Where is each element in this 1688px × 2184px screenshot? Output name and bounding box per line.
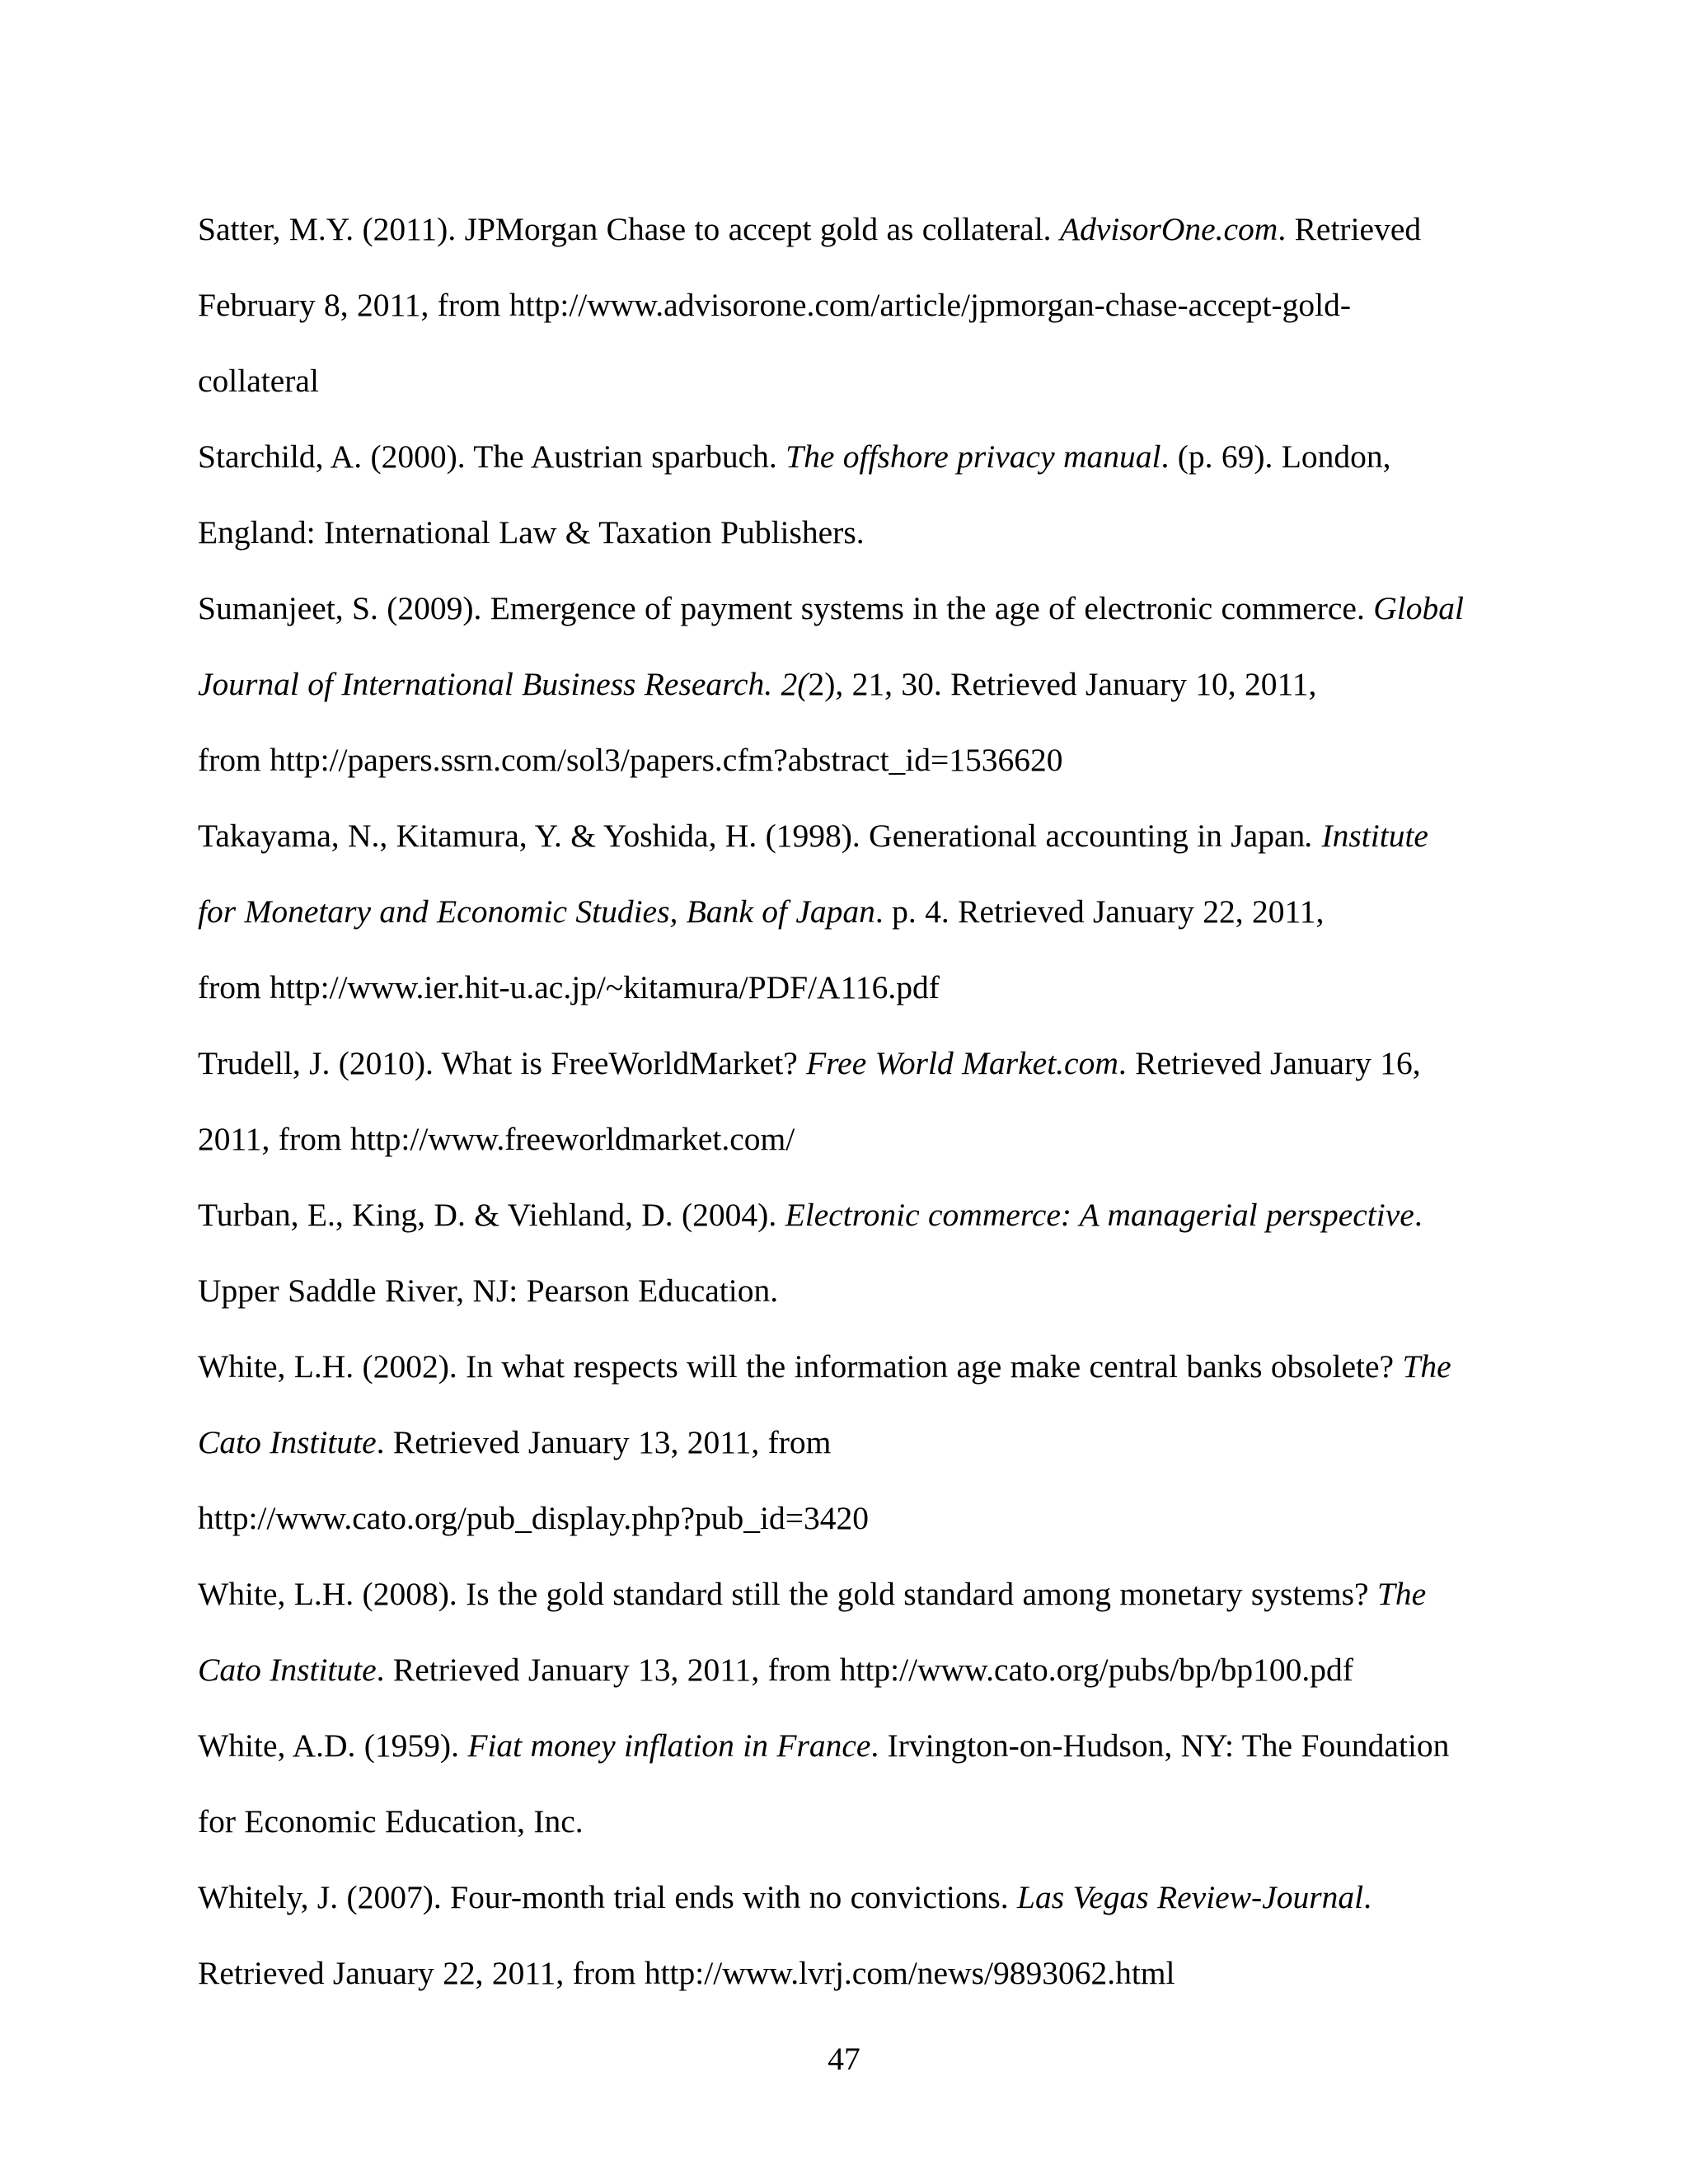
reference-line xyxy=(198,1556,1500,1632)
reference-line xyxy=(198,798,1500,874)
reference-entry-white-1959 xyxy=(198,1708,1500,1859)
reference-line xyxy=(198,1329,1500,1404)
reference-text: Trudell, J. (2010). What is FreeWorldMarket? xyxy=(198,1045,807,1081)
reference-line xyxy=(198,1025,1500,1101)
reference-line xyxy=(198,1859,1500,1935)
reference-italic-text: for Monetary and Economic Studies, Bank of Japan xyxy=(198,893,875,930)
reference-entry-takayama xyxy=(198,798,1500,1025)
reference-italic-text: The xyxy=(1402,1348,1451,1385)
reference-text: . Retrieved January 13, 2011, from http://www.cato.org/pubs/bp/bp100.pdf xyxy=(376,1652,1353,1688)
reference-text: Sumanjeet, S. (2009). Emergence of payment systems in the age of electronic commerce. xyxy=(198,590,1374,626)
reference-line xyxy=(198,570,1500,646)
reference-line xyxy=(198,1935,1500,2011)
reference-text: http://www.cato.org/pub_display.php?pub_id=3420 xyxy=(198,1500,870,1536)
reference-line xyxy=(198,1101,1500,1177)
reference-italic-text: Cato Institute xyxy=(198,1652,377,1688)
reference-text: Starchild, A. (2000). The Austrian sparbuch. xyxy=(198,438,786,475)
reference-line xyxy=(198,646,1500,722)
reference-line xyxy=(198,1177,1500,1253)
reference-italic-text: Free World Market.com xyxy=(806,1045,1118,1081)
reference-text: . xyxy=(1414,1197,1423,1233)
reference-entry-turban xyxy=(198,1177,1500,1329)
reference-text: Satter, M.Y. (2011). JPMorgan Chase to accept gold as collateral. xyxy=(198,211,1060,247)
reference-text: . Retrieved January 13, 2011, from xyxy=(376,1424,832,1460)
reference-line xyxy=(198,874,1500,949)
reference-italic-text: Electronic commerce: A managerial perspective xyxy=(785,1197,1414,1233)
reference-italic-text: The offshore privacy manual xyxy=(785,438,1161,475)
reference-italic-text: AdvisorOne.com xyxy=(1059,211,1278,247)
reference-text: 2), 21, 30. Retrieved January 10, 2011, xyxy=(808,666,1317,702)
reference-line xyxy=(198,191,1500,267)
reference-line xyxy=(198,494,1500,570)
reference-line xyxy=(198,1632,1500,1708)
reference-text: England: International Law & Taxation Publishers. xyxy=(198,514,865,551)
reference-entry-sumanjeet xyxy=(198,570,1500,798)
reference-text: . Irvington-on-Hudson, NY: The Foundation xyxy=(870,1727,1450,1764)
reference-text: from http://www.ier.hit-u.ac.jp/~kitamura/PDF/A116.pdf xyxy=(198,969,940,1005)
reference-entry-white-2002 xyxy=(198,1329,1500,1556)
reference-text: White, L.H. (2008). Is the gold standard still the gold standard among monetary systems? xyxy=(198,1576,1377,1612)
reference-text: White, L.H. (2002). In what respects will the information age make central banks obsolete? xyxy=(198,1348,1403,1385)
page-number: 47 xyxy=(828,2041,860,2077)
reference-italic-text: . Institute xyxy=(1305,818,1428,854)
reference-text: collateral xyxy=(198,363,319,399)
reference-line xyxy=(198,1783,1500,1859)
reference-text: . Retrieved January 16, xyxy=(1118,1045,1421,1081)
reference-text: from http://papers.ssrn.com/sol3/papers.cfm?abstract_id=1536620 xyxy=(198,742,1063,778)
reference-text: Turban, E., King, D. & Viehland, D. (2004). xyxy=(198,1197,785,1233)
reference-text: Upper Saddle River, NJ: Pearson Education. xyxy=(198,1272,779,1309)
reference-line xyxy=(198,1480,1500,1556)
reference-entry-satter xyxy=(198,191,1500,419)
reference-line xyxy=(198,1253,1500,1329)
reference-entry-whitely xyxy=(198,1859,1500,2011)
reference-line xyxy=(198,949,1500,1025)
reference-text: Takayama, N., Kitamura, Y. & Yoshida, H. (1998). Generational accounting in Japan xyxy=(198,818,1306,854)
reference-italic-text: Global xyxy=(1373,590,1464,626)
reference-list xyxy=(198,191,1500,2011)
reference-line xyxy=(198,722,1500,798)
reference-text: . xyxy=(1363,1879,1372,1915)
reference-line xyxy=(198,343,1500,419)
reference-italic-text: The xyxy=(1376,1576,1427,1612)
reference-italic-text: Fiat money inflation in France xyxy=(467,1727,871,1764)
reference-line xyxy=(198,419,1500,494)
reference-italic-text: Journal of International Business Research. 2( xyxy=(198,666,809,702)
reference-text: . Retrieved xyxy=(1278,211,1422,247)
reference-text: Whitely, J. (2007). Four-month trial ends with no convictions. xyxy=(198,1879,1018,1915)
reference-text: for Economic Education, Inc. xyxy=(198,1803,584,1840)
reference-entry-white-2008 xyxy=(198,1556,1500,1708)
reference-line xyxy=(198,1708,1500,1783)
reference-text: White, A.D. (1959). xyxy=(198,1727,468,1764)
reference-text: . p. 4. Retrieved January 22, 2011, xyxy=(874,893,1325,930)
reference-line xyxy=(198,267,1500,343)
reference-text: February 8, 2011, from http://www.advisorone.com/article/jpmorgan-chase-accept-gold- xyxy=(198,287,1352,323)
reference-italic-text: Cato Institute xyxy=(198,1424,377,1460)
reference-entry-trudell xyxy=(198,1025,1500,1177)
reference-line xyxy=(198,1404,1500,1480)
reference-text: Retrieved January 22, 2011, from http://www.lvrj.com/news/9893062.html xyxy=(198,1955,1175,1991)
reference-text: 2011, from http://www.freeworldmarket.com/ xyxy=(198,1121,795,1157)
reference-italic-text: Las Vegas Review-Journal xyxy=(1017,1879,1364,1915)
reference-entry-starchild xyxy=(198,419,1500,570)
reference-text: . (p. 69). London, xyxy=(1160,438,1391,475)
